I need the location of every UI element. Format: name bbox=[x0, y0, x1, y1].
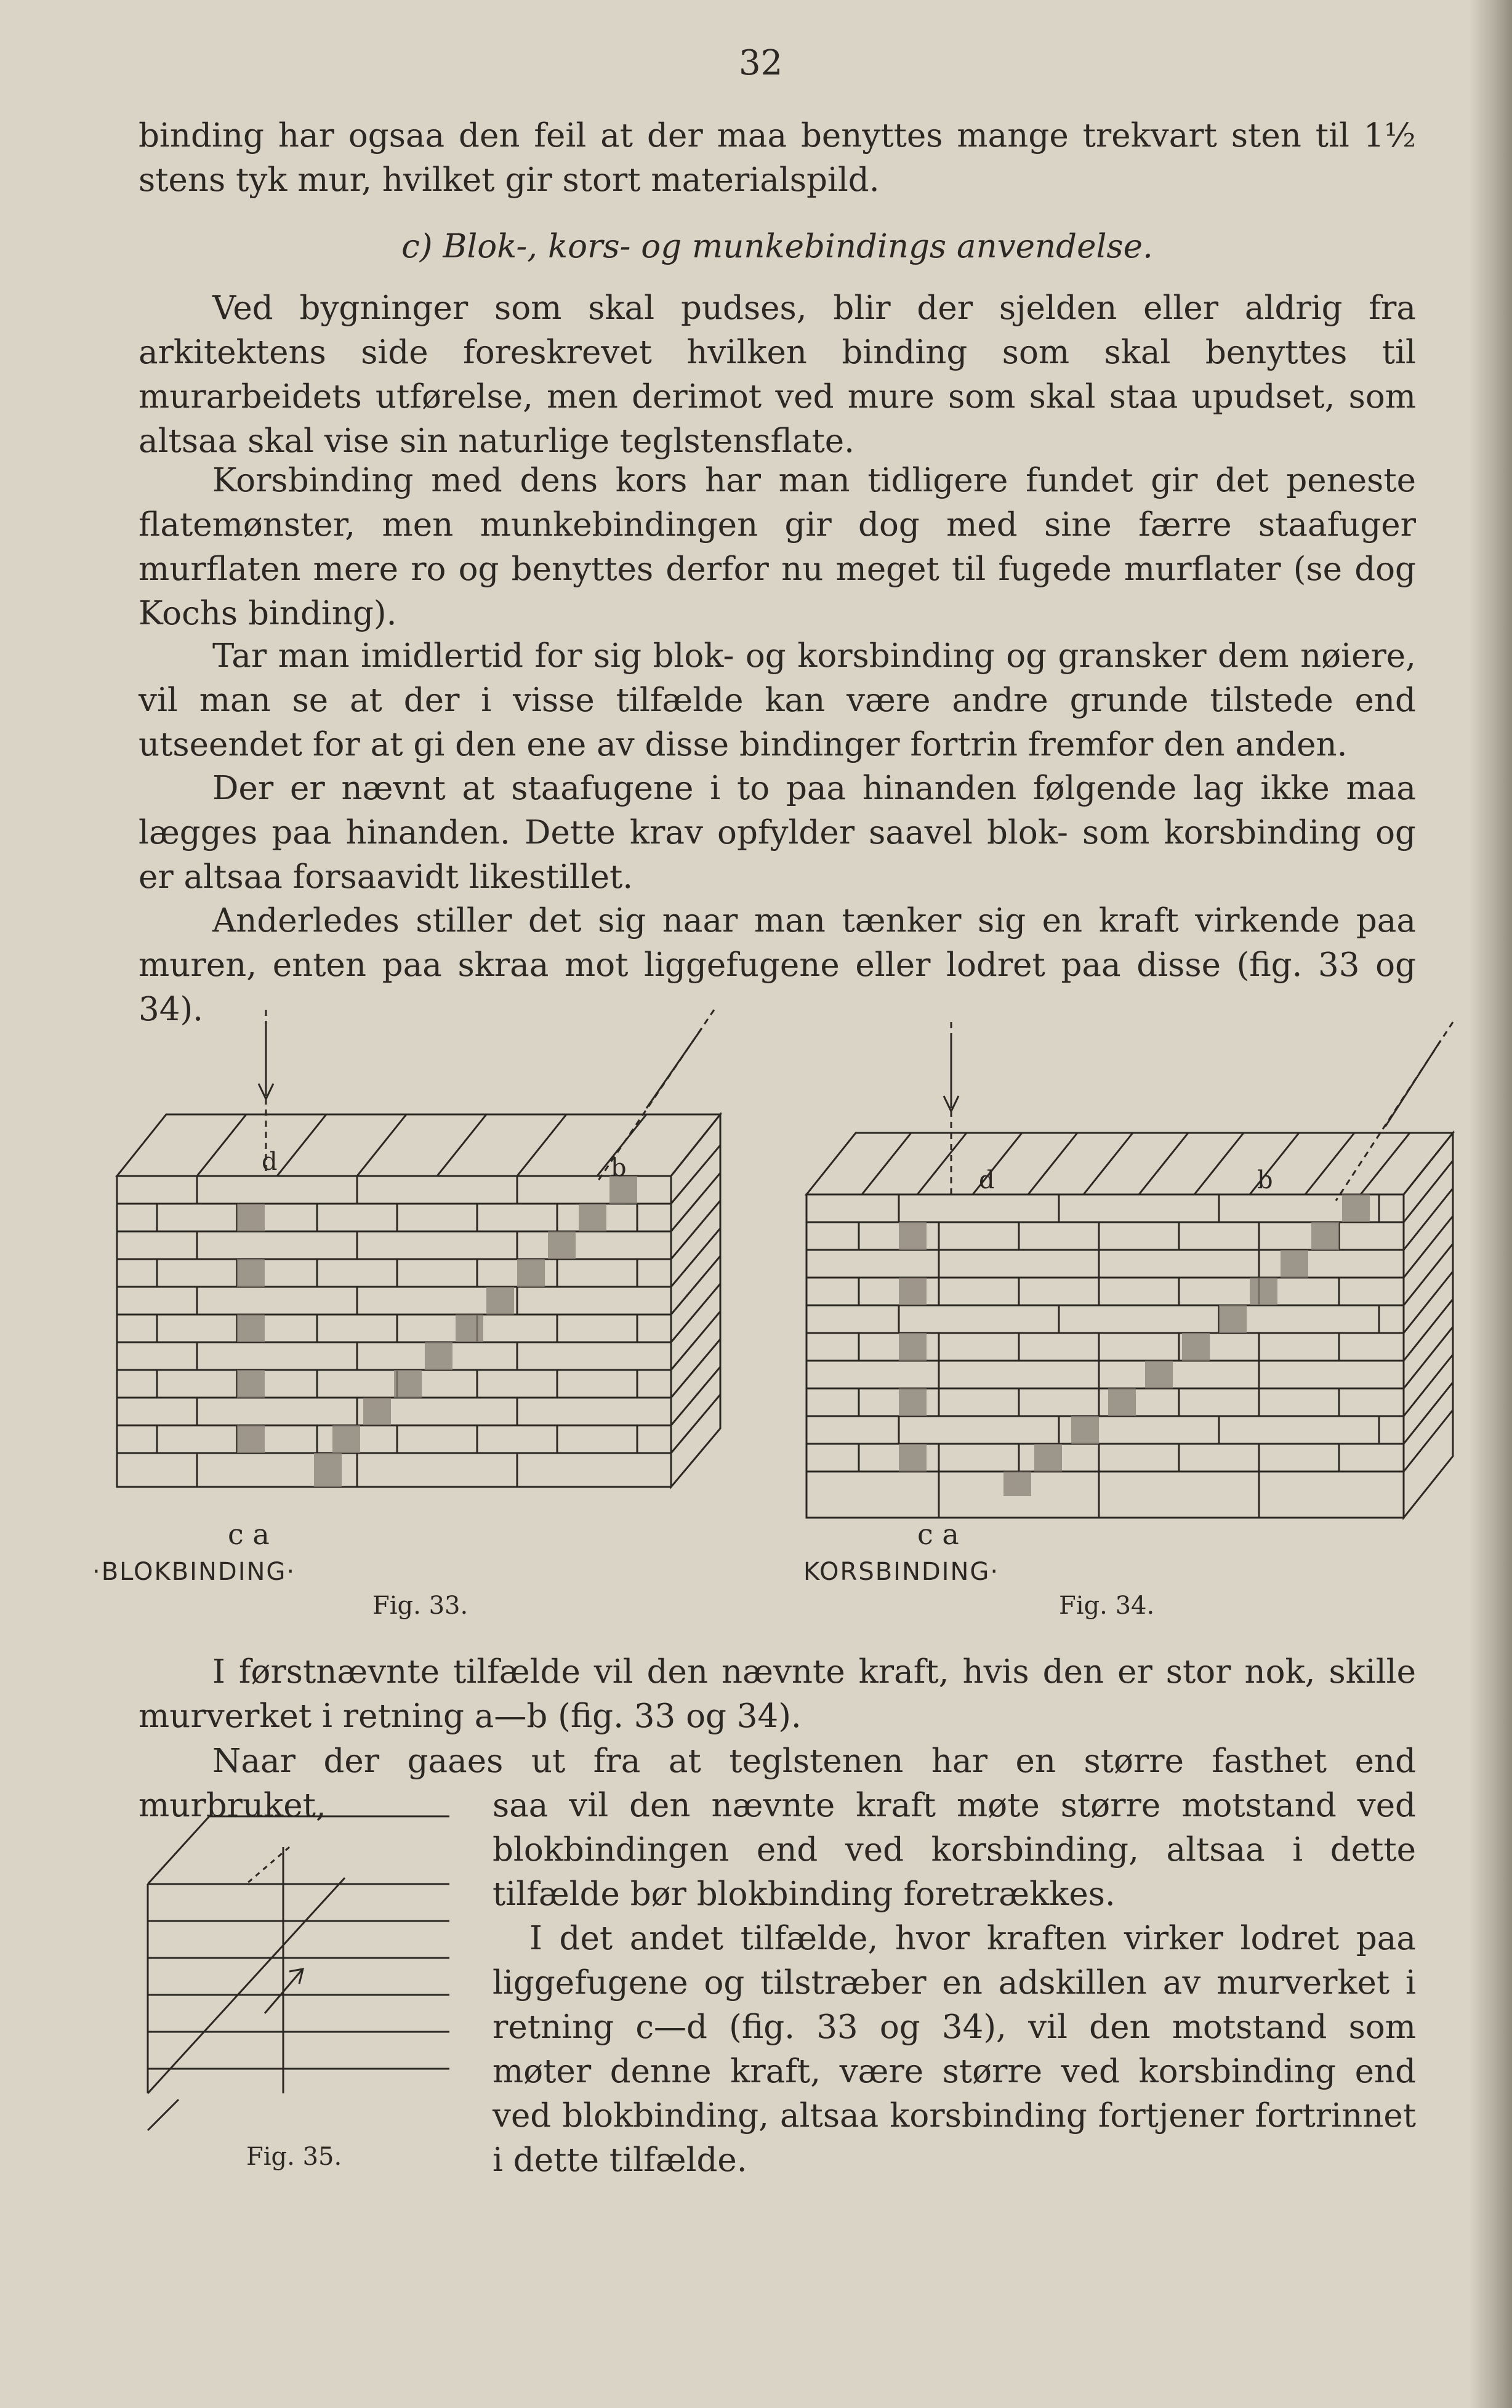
fig34-point-b: b bbox=[1257, 1166, 1273, 1194]
paragraph-7: I førstnævnte tilfælde vil den nævnte kraft, hvis den er stor nok, skille murverket i retning a—b (fig. 33 og 34). bbox=[139, 1653, 1416, 1735]
fig33-label: ·BLOKBINDING· bbox=[92, 1558, 296, 1586]
paragraph-8-first-line: Naar der gaaes ut fra at teglstenen har en større fasthet end murbruket, bbox=[139, 1742, 1416, 1824]
fig33-caption: Fig. 33. bbox=[372, 1592, 468, 1620]
section-heading: c) Blok-, kors- og munkebindings anvendelse. bbox=[401, 228, 1153, 265]
page-edge-shadow bbox=[1469, 0, 1512, 2408]
fig34-point-d: d bbox=[979, 1166, 995, 1194]
paragraph-9: I det andet tilfælde, hvor kraften virker lodret paa liggefugene og tilstræber en adskillen av murverket i retning c—d (fig. 33 og 34), vil den motstand som møter denne kraft, være større ved korsbinding end ved blokbinding, altsaa korsbinding fortjener fortrinnet i dette tilfælde. bbox=[493, 1920, 1416, 2179]
fig34-letters-ca: c a bbox=[917, 1518, 959, 1551]
paragraph-8-rest: saa vil den nævnte kraft møte større motstand ved blokbindingen end ved korsbinding, altsaa i dette tilfælde bør blokbinding foretrækkes. bbox=[493, 1787, 1416, 1913]
figure-35-diagram bbox=[142, 1810, 462, 2143]
fig33-letters-ca: c a bbox=[228, 1518, 270, 1551]
paragraph-1: binding har ogsaa den feil at der maa benyttes mange trekvart sten til 1½ stens tyk mur, hvilket gir stort materialspild. bbox=[139, 117, 1416, 199]
paragraph-3: Korsbinding med dens kors har man tidligere fundet gir det peneste flatemønster, men munkebindingen gir dog med sine færre staafuger murflaten mere ro og benyttes derfor nu meget til fugede murflater (se dog Kochs binding). bbox=[139, 462, 1416, 632]
fig34-label: KORSBINDING· bbox=[803, 1558, 1000, 1586]
paragraph-2: Ved bygninger som skal pudses, blir der sjelden eller aldrig fra arkitektens side foreskrevet hvilken binding som skal benyttes til murarbeidets utførelse, men derimot ved mure som skal staa upudset, som altsaa skal vise sin naturlige teglstensflate. bbox=[139, 289, 1416, 460]
page-number: 32 bbox=[739, 43, 783, 83]
fig35-caption: Fig. 35. bbox=[246, 2143, 342, 2171]
fig33-point-d: d bbox=[262, 1148, 278, 1176]
paragraph-4: Tar man imidlertid for sig blok- og korsbinding og gransker dem nøiere, vil man se at der i visse tilfælde kan være andre grunde tilstede end utseendet for at gi den ene av disse bindinger fortrin fremfor den anden. bbox=[139, 637, 1416, 763]
paragraph-5: Der er nævnt at staafugene i to paa hinanden følgende lag ikke maa lægges paa hinanden. Dette krav opfylder saavel blok- som korsbinding og er altsaa forsaavidt likestillet. bbox=[139, 770, 1416, 896]
fig33-point-b: b bbox=[611, 1154, 627, 1182]
figure-34-korsbinding bbox=[800, 1010, 1465, 1527]
paragraph-6: Anderledes stiller det sig naar man tænker sig en kraft virkende paa muren, enten paa skraa mot liggefugene eller lodret paa disse (fig. 33 og 34). bbox=[139, 902, 1416, 1028]
fig34-caption: Fig. 34. bbox=[1059, 1592, 1155, 1620]
figure-33-blokbinding bbox=[111, 997, 739, 1527]
